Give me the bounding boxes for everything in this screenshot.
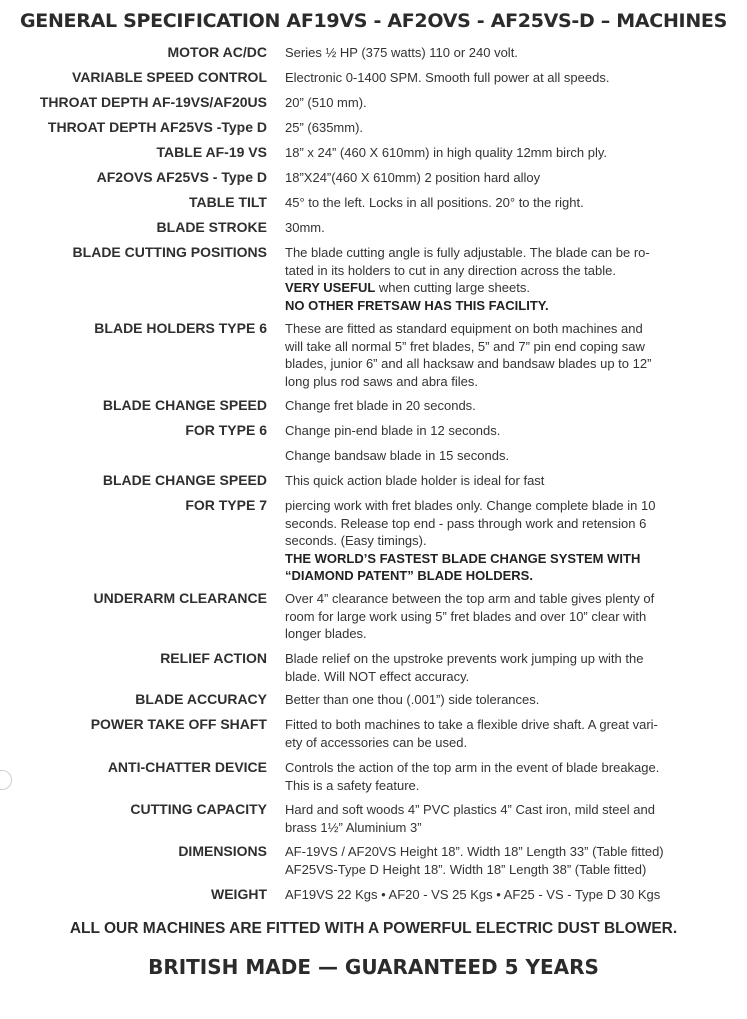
punch-hole-mark xyxy=(0,770,12,790)
spec-value-line: blades, junior 6” and all hacksaw and bandsaw blades up to 12” xyxy=(285,356,652,371)
spec-value xyxy=(285,244,705,314)
spec-label: TABLE AF-19 VS xyxy=(156,144,267,160)
spec-value xyxy=(285,691,705,709)
spec-value-line: 45° to the left. Locks in all positions. 20° to the right. xyxy=(285,195,584,210)
spec-value xyxy=(285,119,705,137)
spec-value-text: when cutting large sheets. xyxy=(375,280,530,295)
spec-value xyxy=(285,320,705,390)
spec-value xyxy=(285,759,705,794)
spec-value-line: Hard and soft woods 4” PVC plastics 4” Cast iron, mild steel and xyxy=(285,802,655,817)
spec-value-line: 30mm. xyxy=(285,220,325,235)
spec-value xyxy=(285,44,705,62)
spec-label: THROAT DEPTH AF25VS -Type D xyxy=(47,119,267,135)
emphasis-text: VERY USEFUL xyxy=(285,280,376,295)
spec-value-line: room for large work using 5” fret blades and over 10” clear with xyxy=(285,608,647,624)
spec-value xyxy=(285,472,705,490)
spec-value xyxy=(285,801,705,836)
spec-value-line: longer blades. xyxy=(285,626,367,641)
spec-value xyxy=(285,843,705,878)
spec-value-line: brass 1½” Aluminium 3” xyxy=(285,819,422,835)
spec-value-line: Change bandsaw blade in 15 seconds. xyxy=(285,448,510,463)
spec-value-line: Electronic 0-1400 SPM. Smooth full power at all speeds. xyxy=(285,70,610,85)
spec-label: BLADE CHANGE SPEED xyxy=(102,472,267,488)
spec-label: AF2OVS AF25VS - Type D xyxy=(96,169,267,185)
spec-value-line: long plus rod saws and abra files. xyxy=(285,373,478,389)
spec-value-line: 25” (635mm). xyxy=(285,120,364,135)
spec-label: UNDERARM CLEARANCE xyxy=(93,590,267,606)
spec-label: CUTTING CAPACITY xyxy=(130,801,267,817)
spec-label: FOR TYPE 6 xyxy=(185,422,267,438)
spec-label: WEIGHT xyxy=(211,886,267,902)
spec-value xyxy=(285,716,705,751)
spec-value-line: 18”X24”(460 X 610mm) 2 position hard alloy xyxy=(285,170,541,185)
spec-value-line: piercing work with fret blades only. Change complete blade in 10 xyxy=(285,498,656,513)
spec-label: BLADE CUTTING POSITIONS xyxy=(72,244,267,260)
spec-value xyxy=(285,590,705,643)
spec-label: FOR TYPE 7 xyxy=(185,497,267,513)
page-title: GENERAL SPECIFICATION AF19VS - AF2OVS - AF25VS-D – MACHINES xyxy=(19,10,727,32)
spec-value xyxy=(285,447,705,465)
spec-label: TABLE TILT xyxy=(188,194,267,210)
spec-label: VARIABLE SPEED CONTROL xyxy=(72,69,267,85)
spec-label: ANTI-CHATTER DEVICE xyxy=(107,759,267,775)
guarantee-banner: BRITISH MADE — GUARANTEED 5 YEARS xyxy=(148,955,599,979)
spec-value-line: The blade cutting angle is fully adjustable. The blade can be ro- xyxy=(285,245,650,260)
spec-value xyxy=(285,194,705,212)
emphasis-line: NO OTHER FRETSAW HAS THIS FACILITY. xyxy=(285,297,549,313)
spec-label: BLADE CHANGE SPEED xyxy=(102,397,267,413)
spec-value-line: AF25VS-Type D Height 18”. Width 18” Length 38” (Table fitted) xyxy=(285,861,647,877)
spec-value-line: AF19VS 22 Kgs • AF20 - VS 25 Kgs • AF25 - VS - Type D 30 Kgs xyxy=(285,887,661,902)
spec-value-line: Series ½ HP (375 watts) 110 or 240 volt. xyxy=(285,45,518,60)
spec-value-line: Change pin-end blade in 12 seconds. xyxy=(285,423,501,438)
spec-value xyxy=(285,144,705,162)
spec-value xyxy=(285,886,705,904)
spec-label: BLADE ACCURACY xyxy=(135,691,267,707)
spec-value-line: AF-19VS / AF20VS Height 18”. Width 18” Length 33” (Table fitted) xyxy=(285,844,664,859)
spec-label: RELIEF ACTION xyxy=(160,650,267,666)
spec-value-line: Over 4” clearance between the top arm and table gives plenty of xyxy=(285,591,655,606)
spec-label: BLADE STROKE xyxy=(156,219,267,235)
spec-value-line: blade. Will NOT effect accuracy. xyxy=(285,668,470,684)
spec-value xyxy=(285,69,705,87)
spec-value-line: ety of accessories can be used. xyxy=(285,734,468,750)
spec-value-line: Change fret blade in 20 seconds. xyxy=(285,398,476,413)
spec-value xyxy=(285,397,705,415)
dust-blower-note: ALL OUR MACHINES ARE FITTED WITH A POWERFUL ELECTRIC DUST BLOWER. xyxy=(69,920,678,937)
spec-value-line: tated in its holders to cut in any direction across the table. xyxy=(285,262,616,278)
spec-value-line: Fitted to both machines to take a flexible drive shaft. A great vari- xyxy=(285,717,658,732)
spec-label: BLADE HOLDERS TYPE 6 xyxy=(94,320,267,336)
spec-value-line: This quick action blade holder is ideal for fast xyxy=(285,473,545,488)
spec-value-line: These are fitted as standard equipment on both machines and xyxy=(285,321,643,336)
spec-value-line: Blade relief on the upstroke prevents work jumping up with the xyxy=(285,651,644,666)
emphasis-line: “DIAMOND PATENT” BLADE HOLDERS. xyxy=(285,568,533,583)
spec-value-line: 20” (510 mm). xyxy=(285,95,367,110)
spec-value xyxy=(285,497,705,585)
spec-value xyxy=(285,650,705,685)
spec-label: DIMENSIONS xyxy=(178,843,267,859)
spec-value xyxy=(285,169,705,187)
spec-value-line: will take all normal 5” fret blades, 5” and 7” pin end coping saw xyxy=(285,338,645,354)
spec-value-line: Better than one thou (.001”) side tolerances. xyxy=(285,692,540,707)
spec-label: THROAT DEPTH AF-19VS/AF20US xyxy=(39,94,267,110)
emphasis-line: THE WORLD’S FASTEST BLADE CHANGE SYSTEM WITH xyxy=(285,550,641,566)
spec-label: MOTOR AC/DC xyxy=(167,44,267,60)
spec-label: POWER TAKE OFF SHAFT xyxy=(90,716,267,732)
spec-value-line: seconds. (Easy timings). xyxy=(285,533,427,548)
spec-value-line: This is a safety feature. xyxy=(285,777,420,793)
spec-value-line: seconds. Release top end - pass through work and retension 6 xyxy=(285,515,647,531)
spec-value xyxy=(285,422,705,440)
spec-value-line xyxy=(285,279,705,297)
spec-value xyxy=(285,94,705,112)
spec-value-line: 18” x 24” (460 X 610mm) in high quality 12mm birch ply. xyxy=(285,145,608,160)
spec-value xyxy=(285,219,705,237)
spec-value-line: Controls the action of the top arm in the event of blade breakage. xyxy=(285,760,660,775)
